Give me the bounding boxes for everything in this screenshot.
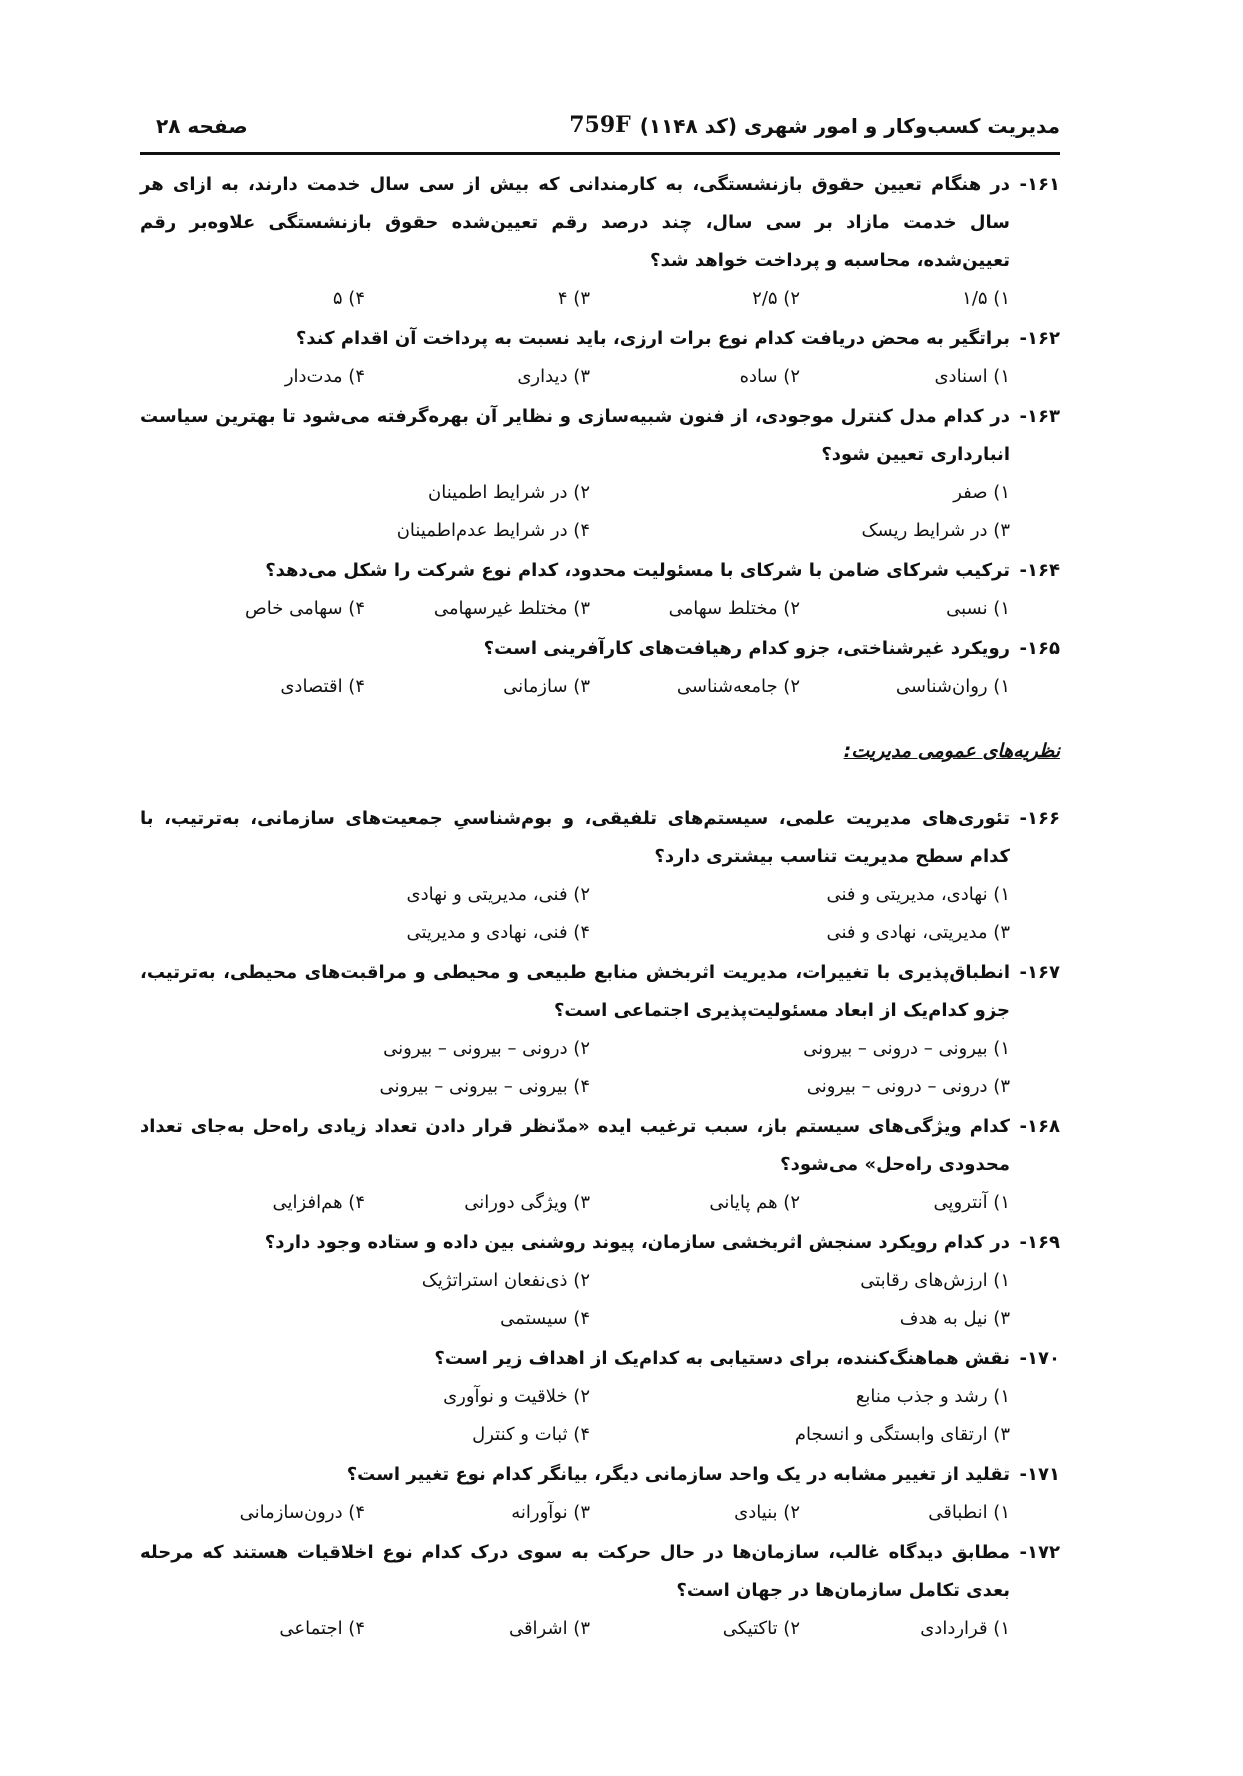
options-row <box>140 914 1010 952</box>
question-number: ۱۶۴- <box>1019 560 1060 581</box>
option-3[interactable]: ۳) مدیریتی، نهادی و فنی <box>826 922 1010 943</box>
option-3[interactable]: ۳) ارتقای وابستگی و انسجام <box>794 1424 1010 1445</box>
options-row <box>140 668 1010 706</box>
page-header <box>140 108 1060 148</box>
option-2[interactable]: ۲) تاکتیکی <box>722 1618 800 1639</box>
option-3[interactable]: ۳) اشراقی <box>508 1618 590 1639</box>
options-row <box>140 1610 1010 1648</box>
options-row <box>140 1030 1010 1068</box>
option-2[interactable]: ۲) ۲/۵ <box>752 288 800 309</box>
option-1[interactable]: ۱) آنتروپی <box>933 1192 1010 1213</box>
header-divider <box>140 152 1060 155</box>
option-2[interactable]: ۲) مختلط سهامی <box>668 598 800 619</box>
option-4[interactable]: ۴) اقتصادی <box>280 676 365 697</box>
question-text: براتگیر به محض دریافت کدام نوع برات ارزی، باید نسبت به پرداخت آن اقدام کند؟ <box>295 328 1010 349</box>
question-number: ۱۷۲- <box>1019 1542 1060 1563</box>
question-163 <box>140 398 1060 550</box>
question-text: رویکرد غیرشناختی، جزو کدام رهیافت‌های کارآفرینی است؟ <box>483 638 1010 659</box>
question-text: انطباق‌پذیری با تغییرات، مدیریت اثربخش منابع طبیعی و محیطی و مراقبت‌های محیطی، به‌ترتیب، جزو کدام‌یک از ابعاد مسئولیت‌پذیری اجتماعی است؟ <box>140 962 1010 1021</box>
question-171 <box>140 1456 1060 1532</box>
exam-title: مدیریت کسب‌وکار و امور شهری (کد ۱۱۴۸) <box>639 114 1060 138</box>
question-161 <box>140 166 1060 318</box>
question-165 <box>140 630 1060 706</box>
options-row <box>140 358 1010 396</box>
question-170 <box>140 1340 1060 1454</box>
question-number: ۱۶۷- <box>1019 962 1060 983</box>
option-1[interactable]: ۱) رشد و جذب منابع <box>855 1386 1010 1407</box>
options-row <box>140 1378 1010 1416</box>
option-3[interactable]: ۳) ۴ <box>557 288 590 309</box>
question-text: ترکیب شرکای ضامن با شرکای با مسئولیت محدود، کدام نوع شرکت را شکل می‌دهد؟ <box>265 560 1010 581</box>
question-text: در کدام مدل کنترل موجودی، از فنون شبیه‌سازی و نظایر آن بهره‌گرفته می‌شود تا بهترین سیاست انبارداری تعیین شود؟ <box>140 406 1010 465</box>
option-2[interactable]: ۲) هم پایانی <box>709 1192 800 1213</box>
option-4[interactable]: ۴) در شرایط عدم‌اطمینان <box>396 520 590 541</box>
question-number: ۱۷۰- <box>1019 1348 1060 1369</box>
option-2[interactable]: ۲) خلاقیت و نوآوری <box>443 1386 590 1407</box>
option-3[interactable]: ۳) نیل به هدف <box>899 1308 1010 1329</box>
option-1[interactable]: ۱) اسنادی <box>934 366 1010 387</box>
booklet-code: 759F <box>569 112 631 138</box>
question-166 <box>140 800 1060 952</box>
question-text: نقش هماهنگ‌کننده، برای دستیابی به کدام‌یک از اهداف زیر است؟ <box>434 1348 1010 1369</box>
option-2[interactable]: ۲) ساده <box>739 366 800 387</box>
questions-area <box>140 166 1060 1650</box>
option-1[interactable]: ۱) صفر <box>953 482 1010 503</box>
option-4[interactable]: ۴) بیرونی – بیرونی – بیرونی <box>379 1076 590 1097</box>
option-4[interactable]: ۴) سهامی خاص <box>244 598 365 619</box>
option-2[interactable]: ۲) جامعه‌شناسی <box>676 676 800 697</box>
option-3[interactable]: ۳) دیداری <box>517 366 590 387</box>
option-4[interactable]: ۴) ۵ <box>332 288 365 309</box>
option-3[interactable]: ۳) ویژگی دورانی <box>464 1192 590 1213</box>
question-text: در کدام رویکرد سنجش اثربخشی سازمان، پیوند روشنی بین داده و ستاده وجود دارد؟ <box>264 1232 1010 1253</box>
option-1[interactable]: ۱) بیرونی – درونی – بیرونی <box>803 1038 1010 1059</box>
option-3[interactable]: ۳) نوآورانه <box>511 1502 590 1523</box>
question-164 <box>140 552 1060 628</box>
question-number: ۱۷۱- <box>1019 1464 1060 1485</box>
section-title: نظریه‌های عمومی مدیریت: <box>843 740 1060 762</box>
option-3[interactable]: ۳) سازمانی <box>503 676 590 697</box>
options-row <box>140 280 1010 318</box>
options-row <box>140 1262 1010 1300</box>
option-4[interactable]: ۴) درون‌سازمانی <box>239 1502 365 1523</box>
question-text: تئوری‌های مدیریت علمی، سیستم‌های تلفیقی، و بوم‌شناسیِ جمعیت‌های سازمانی، به‌ترتیب، با کدام سطح مدیریت تناسب بیشتری دارد؟ <box>140 808 1010 867</box>
option-4[interactable]: ۴) هم‌افزایی <box>272 1192 365 1213</box>
option-2[interactable]: ۲) بنیادی <box>734 1502 800 1523</box>
option-2[interactable]: ۲) ذی‌نفعان استراتژیک <box>421 1270 590 1291</box>
option-4[interactable]: ۴) اجتماعی <box>279 1618 365 1639</box>
option-4[interactable]: ۴) مدت‌دار <box>284 366 365 387</box>
options-row <box>140 512 1010 550</box>
question-162 <box>140 320 1060 396</box>
option-3[interactable]: ۳) درونی – درونی – بیرونی <box>806 1076 1010 1097</box>
option-1[interactable]: ۱) ۱/۵ <box>962 288 1010 309</box>
option-1[interactable]: ۱) قراردادی <box>920 1618 1010 1639</box>
options-row <box>140 590 1010 628</box>
option-1[interactable]: ۱) ارزش‌های رقابتی <box>860 1270 1010 1291</box>
question-number: ۱۶۲- <box>1019 328 1060 349</box>
option-2[interactable]: ۲) فنی، مدیریتی و نهادی <box>406 884 590 905</box>
options-row <box>140 1300 1010 1338</box>
question-169 <box>140 1224 1060 1338</box>
question-168 <box>140 1108 1060 1222</box>
option-3[interactable]: ۳) در شرایط ریسک <box>861 520 1010 541</box>
question-number: ۱۶۳- <box>1019 406 1060 427</box>
options-row <box>140 876 1010 914</box>
question-text: در هنگام تعیین حقوق بازنشستگی، به کارمندانی که بیش از سی سال خدمت دارند، به ازای هر سال خدمت مازاد بر سی سال، چند درصد رقم تعیین‌شده حقوق بازنشستگی علاوه‌بر رقم تعیین‌شده، محاسبه و پرداخت خواهد شد؟ <box>140 174 1010 271</box>
option-1[interactable]: ۱) نسبی <box>946 598 1010 619</box>
question-172 <box>140 1534 1060 1648</box>
option-1[interactable]: ۱) انطباقی <box>928 1502 1010 1523</box>
option-2[interactable]: ۲) در شرایط اطمینان <box>428 482 590 503</box>
options-row <box>140 1416 1010 1454</box>
question-text: مطابق دیدگاه غالب، سازمان‌ها در حال حرکت به سوی درک کدام نوع اخلاقیات هستند که مرحله بعدی تکامل سازمان‌ها در جهان است؟ <box>140 1542 1010 1601</box>
question-167 <box>140 954 1060 1106</box>
option-1[interactable]: ۱) روان‌شناسی <box>895 676 1010 697</box>
question-number: ۱۶۹- <box>1019 1232 1060 1253</box>
question-number: ۱۶۸- <box>1019 1116 1060 1137</box>
option-2[interactable]: ۲) درونی – بیرونی – بیرونی <box>383 1038 590 1059</box>
option-4[interactable]: ۴) فنی، نهادی و مدیریتی <box>406 922 590 943</box>
option-1[interactable]: ۱) نهادی، مدیریتی و فنی <box>826 884 1010 905</box>
question-text: تقلید از تغییر مشابه در یک واحد سازمانی دیگر، بیانگر کدام نوع تغییر است؟ <box>346 1464 1010 1485</box>
options-row <box>140 1184 1010 1222</box>
option-3[interactable]: ۳) مختلط غیرسهامی <box>433 598 590 619</box>
option-4[interactable]: ۴) سیستمی <box>500 1308 590 1329</box>
options-row <box>140 1494 1010 1532</box>
options-row <box>140 1068 1010 1106</box>
page-number: صفحه ۲۸ <box>156 114 248 138</box>
option-4[interactable]: ۴) ثبات و کنترل <box>472 1424 590 1445</box>
question-number: ۱۶۱- <box>1019 174 1060 195</box>
question-number: ۱۶۶- <box>1019 808 1060 829</box>
question-number: ۱۶۵- <box>1019 638 1060 659</box>
options-row <box>140 474 1010 512</box>
question-text: کدام ویژگی‌های سیستم باز، سبب ترغیب ایده «مدّنظر قرار دادن تعداد زیادی راه‌حل به‌جای تعداد محدودی راه‌حل» می‌شود؟ <box>140 1116 1010 1175</box>
